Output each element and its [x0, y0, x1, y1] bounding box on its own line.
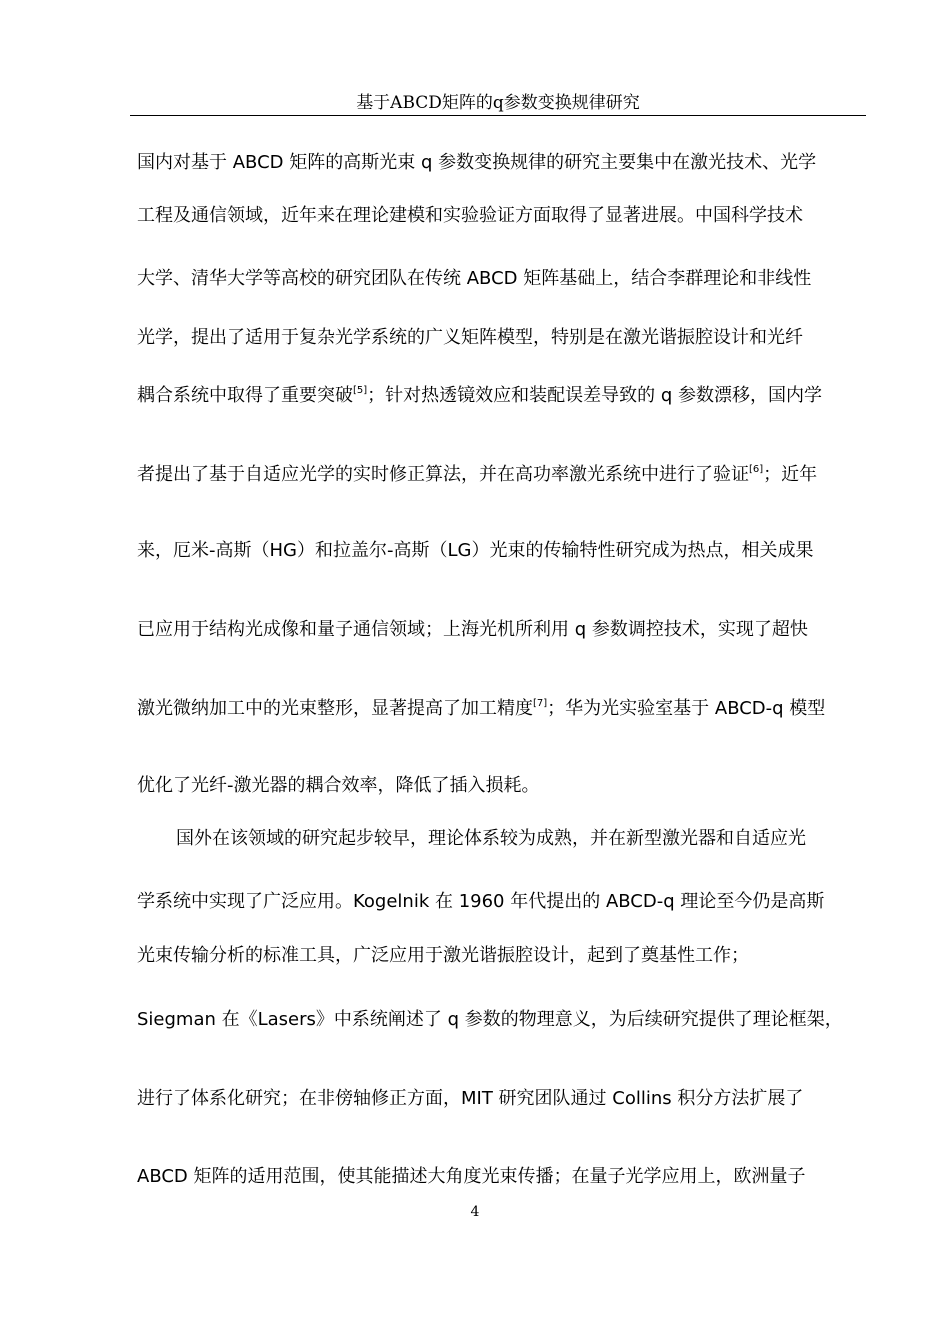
- text-segment: 已应用于结构光成像和量子通信领域；上海光机所利用 q 参数调控技术，实现了超快: [137, 619, 808, 640]
- text-line: [137, 148, 861, 178]
- text-segment: 者提出了基于自适应光学的实时修正算法，并在高功率激光系统中进行了验证: [137, 464, 749, 485]
- text-line: [137, 694, 861, 724]
- text-line: [137, 323, 861, 353]
- text-segment: 国外在该领域的研究起步较早，理论体系较为成熟，并在新型激光器和自适应光: [176, 828, 806, 849]
- text-line: [137, 887, 861, 917]
- text-line: [137, 1084, 861, 1114]
- text-segment: 光束传输分析的标准工具，广泛应用于激光谐振腔设计，起到了奠基性工作；: [137, 945, 749, 966]
- text-line: [137, 264, 861, 294]
- text-segment: 来，厄米-高斯（HG）和拉盖尔-高斯（LG）光束的传输特性研究成为热点，相关成果: [137, 540, 814, 561]
- text-segment: ；近年: [763, 464, 818, 485]
- citation-ref: [6]: [749, 464, 764, 475]
- text-line: [137, 536, 861, 566]
- text-line: [137, 381, 861, 411]
- text-line: [137, 615, 861, 645]
- text-segment: 耦合系统中取得了重要突破: [137, 385, 353, 406]
- text-line: [137, 941, 861, 971]
- citation-ref: [7]: [533, 698, 548, 709]
- text-segment: 进行了体系化研究；在非傍轴修正方面，MIT 研究团队通过 Collins 积分方法扩展了: [137, 1088, 804, 1109]
- text-segment: 光学，提出了适用于复杂光学系统的广义矩阵模型，特别是在激光谐振腔设计和光纤: [137, 327, 803, 348]
- text-line: [137, 1005, 861, 1035]
- text-segment: 优化了光纤-激光器的耦合效率，降低了插入损耗。: [137, 775, 540, 796]
- running-header: 基于ABCD矩阵的q参数变换规律研究: [356, 93, 640, 113]
- header-rule: [130, 115, 866, 116]
- text-line: [137, 201, 861, 231]
- text-line: [137, 460, 861, 490]
- text-segment: 工程及通信领域，近年来在理论建模和实验验证方面取得了显著进展。中国科学技术: [137, 205, 803, 226]
- text-segment: ；针对热透镜效应和装配误差导致的 q 参数漂移，国内学: [367, 385, 823, 406]
- text-segment: ABCD 矩阵的适用范围，使其能描述大角度光束传播；在量子光学应用上，欧洲量子: [137, 1166, 806, 1187]
- text-segment: Siegman 在《Lasers》中系统阐述了 q 参数的物理意义，为后续研究提供了理论框架，: [137, 1009, 843, 1030]
- page-number: 4: [470, 1204, 480, 1220]
- citation-ref: [5]: [353, 385, 368, 396]
- text-segment: 学系统中实现了广泛应用。Kogelnik 在 1960 年代提出的 ABCD-q 理论至今仍是高斯: [137, 891, 825, 912]
- text-line: [137, 771, 861, 801]
- text-segment: 大学、清华大学等高校的研究团队在传统 ABCD 矩阵基础上，结合李群理论和非线性: [137, 268, 812, 289]
- text-segment: 国内对基于 ABCD 矩阵的高斯光束 q 参数变换规律的研究主要集中在激光技术、光学: [137, 152, 817, 173]
- text-segment: 激光微纳加工中的光束整形，显著提高了加工精度: [137, 698, 533, 719]
- text-segment: ；华为光实验室基于 ABCD-q 模型: [547, 698, 826, 719]
- text-line: [176, 824, 861, 854]
- text-line: [137, 1162, 861, 1192]
